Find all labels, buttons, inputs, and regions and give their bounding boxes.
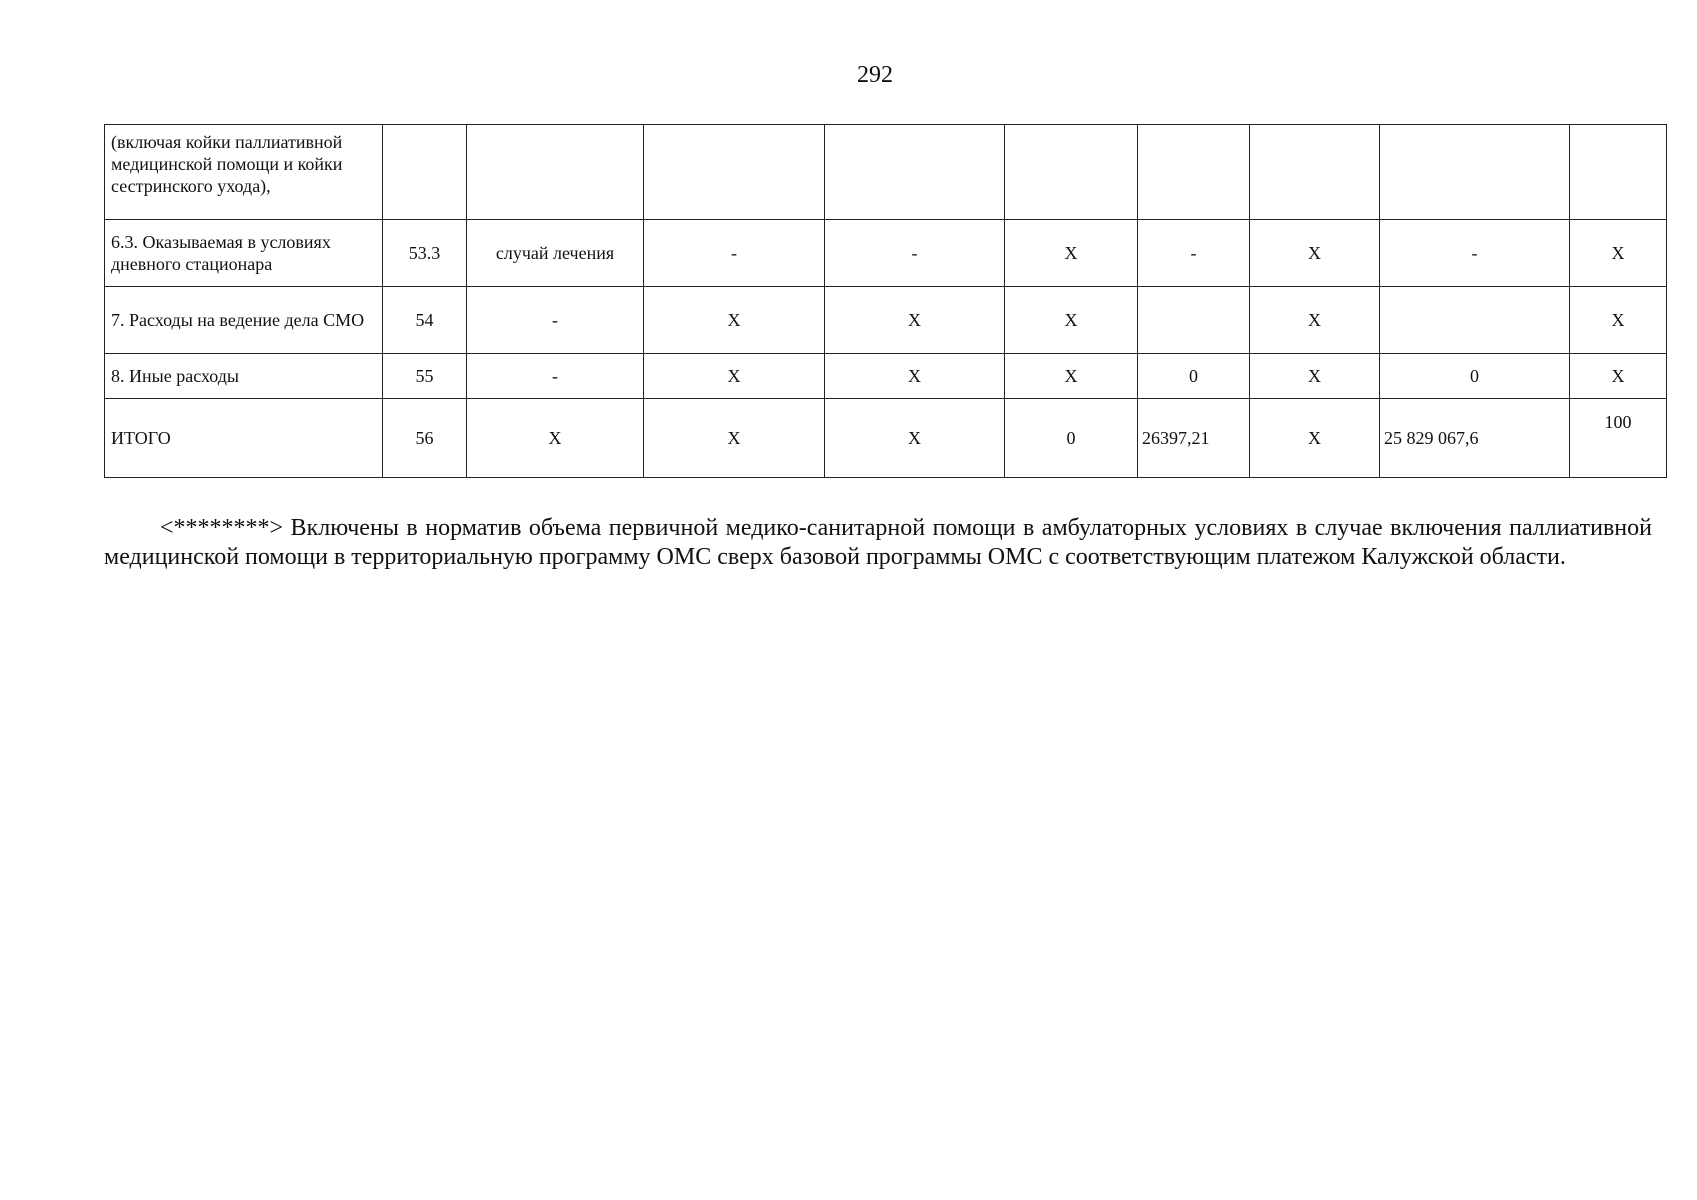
table-cell: Х xyxy=(1250,220,1380,287)
table-cell xyxy=(1570,125,1667,220)
row-code: 54 xyxy=(383,287,467,354)
table-cell-total-percent: 100 xyxy=(1570,399,1667,478)
table-cell xyxy=(1250,125,1380,220)
table-cell: Х xyxy=(644,354,825,399)
table-cell: Х xyxy=(1005,287,1138,354)
table-cell: Х xyxy=(1570,354,1667,399)
table-row xyxy=(105,125,1667,220)
table-cell: Х xyxy=(825,354,1005,399)
table-cell: Х xyxy=(1250,354,1380,399)
row-label-total: ИТОГО xyxy=(105,399,383,478)
footnote: <********> Включены в норматив объема первичной медико-санитарной помощи в амбулаторных условиях в случае включения паллиативной медицинской помощи в территориальную программу ОМС сверх базовой программы ОМС с соответствующим платежом Калужской области. xyxy=(104,515,1652,570)
table-cell: 0 xyxy=(1380,354,1570,399)
table-cell xyxy=(825,125,1005,220)
table-cell: Х xyxy=(644,399,825,478)
table-cell xyxy=(1380,125,1570,220)
row-code: 56 xyxy=(383,399,467,478)
table-cell: Х xyxy=(825,399,1005,478)
page-number: 292 xyxy=(857,62,893,88)
table-cell: Х xyxy=(467,399,644,478)
table-cell: - xyxy=(467,354,644,399)
row-code: 53.3 xyxy=(383,220,467,287)
table-cell xyxy=(644,125,825,220)
row-label: 7. Расходы на ведение дела СМО xyxy=(105,287,383,354)
table-cell: Х xyxy=(1570,220,1667,287)
table-row xyxy=(105,220,1667,287)
table-cell xyxy=(467,125,644,220)
table-cell: Х xyxy=(644,287,825,354)
table-cell: случай лечения xyxy=(467,220,644,287)
table-row xyxy=(105,354,1667,399)
row-code: 55 xyxy=(383,354,467,399)
table-cell: Х xyxy=(1250,399,1380,478)
table-cell: - xyxy=(1380,220,1570,287)
row-label: 6.3. Оказываемая в условиях дневного стационара xyxy=(105,220,383,287)
table-cell: - xyxy=(467,287,644,354)
table-cell xyxy=(1138,125,1250,220)
table-cell: 0 xyxy=(1005,399,1138,478)
table-cell: - xyxy=(825,220,1005,287)
table-cell-total-per-capita: 26397,21 xyxy=(1138,399,1250,478)
table-cell: - xyxy=(1138,220,1250,287)
table-cell: Х xyxy=(1570,287,1667,354)
table-cell xyxy=(1005,125,1138,220)
row-label: (включая койки паллиативной медицинской помощи и койки сестринского ухода), xyxy=(105,125,383,220)
table-cell: Х xyxy=(825,287,1005,354)
table-cell xyxy=(1138,287,1250,354)
table-row xyxy=(105,287,1667,354)
financing-table xyxy=(104,124,1667,478)
table-cell: Х xyxy=(1005,354,1138,399)
table-cell: Х xyxy=(1250,287,1380,354)
table-cell: - xyxy=(644,220,825,287)
row-label: 8. Иные расходы xyxy=(105,354,383,399)
table-cell xyxy=(1380,287,1570,354)
table-cell-total-sum: 25 829 067,6 xyxy=(1380,399,1570,478)
table-cell: Х xyxy=(1005,220,1138,287)
table-cell xyxy=(383,125,467,220)
table-cell: 0 xyxy=(1138,354,1250,399)
table-row xyxy=(105,399,1667,478)
